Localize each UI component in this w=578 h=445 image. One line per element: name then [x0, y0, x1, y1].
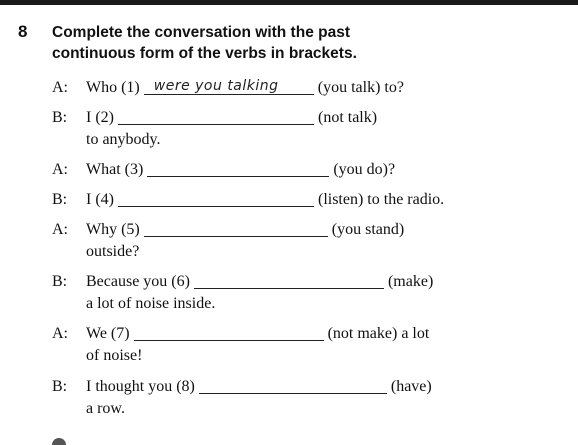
- answer-blank-5[interactable]: [144, 220, 328, 237]
- speaker-label: A:: [52, 161, 68, 178]
- answer-blank-1[interactable]: [144, 78, 314, 95]
- speaker-label: A:: [52, 325, 68, 342]
- verb-hint: (you talk) to?: [317, 79, 404, 96]
- line-text: I (4): [86, 191, 114, 208]
- line-continuation: a lot of noise inside.: [86, 295, 216, 312]
- line-text: I thought you (8): [86, 378, 195, 395]
- line-text: Why (5): [86, 221, 140, 238]
- handwritten-answer: were you talking: [153, 78, 279, 94]
- line-continuation: outside?: [86, 243, 140, 260]
- top-rule: [0, 0, 578, 5]
- line-text: I (2): [86, 109, 114, 126]
- line-continuation: of noise!: [86, 347, 143, 364]
- verb-hint: (you do)?: [333, 161, 396, 178]
- answer-blank-6[interactable]: [194, 272, 384, 289]
- speaker-label: B:: [52, 273, 68, 290]
- instruction-line-1: Complete the conversation with the past: [52, 24, 350, 41]
- bullet-mark: [52, 438, 66, 445]
- dialogue-line-8: [86, 377, 432, 397]
- speaker-label: A:: [52, 221, 68, 238]
- dialogue-line-2: [86, 108, 377, 128]
- dialogue-line-7: [86, 324, 429, 344]
- line-text: What (3): [86, 161, 144, 178]
- speaker-label: B:: [52, 109, 68, 126]
- verb-hint: (not make) a lot: [327, 325, 430, 342]
- answer-blank-8[interactable]: [199, 377, 387, 394]
- line-continuation: a row.: [86, 400, 125, 417]
- answer-blank-3[interactable]: [147, 160, 329, 177]
- dialogue-line-6: [86, 272, 433, 292]
- dialogue-line-3: [86, 160, 395, 180]
- speaker-label: B:: [52, 191, 68, 208]
- verb-hint: (make): [387, 273, 434, 290]
- dialogue-line-4: [86, 190, 444, 210]
- speaker-label: A:: [52, 79, 68, 96]
- exercise-number: 8: [18, 22, 28, 41]
- exercise-instruction: [52, 22, 552, 64]
- dialogue-line-5: [86, 220, 404, 240]
- speaker-label: B:: [52, 378, 68, 395]
- answer-blank-4[interactable]: [118, 190, 314, 207]
- answer-blank-2[interactable]: [118, 108, 314, 125]
- line-text: We (7): [86, 325, 130, 342]
- line-text: Because you (6): [86, 273, 190, 290]
- answer-blank-7[interactable]: [134, 324, 324, 341]
- line-continuation: to anybody.: [86, 131, 161, 148]
- verb-hint: (not talk): [317, 109, 378, 126]
- verb-hint: (listen) to the radio.: [317, 191, 445, 208]
- instruction-line-2: continuous form of the verbs in brackets.: [52, 45, 357, 62]
- dialogue-line-1: [86, 78, 404, 98]
- verb-hint: (you stand): [331, 221, 405, 238]
- verb-hint: (have): [390, 378, 432, 395]
- line-text: Who (1): [86, 79, 140, 96]
